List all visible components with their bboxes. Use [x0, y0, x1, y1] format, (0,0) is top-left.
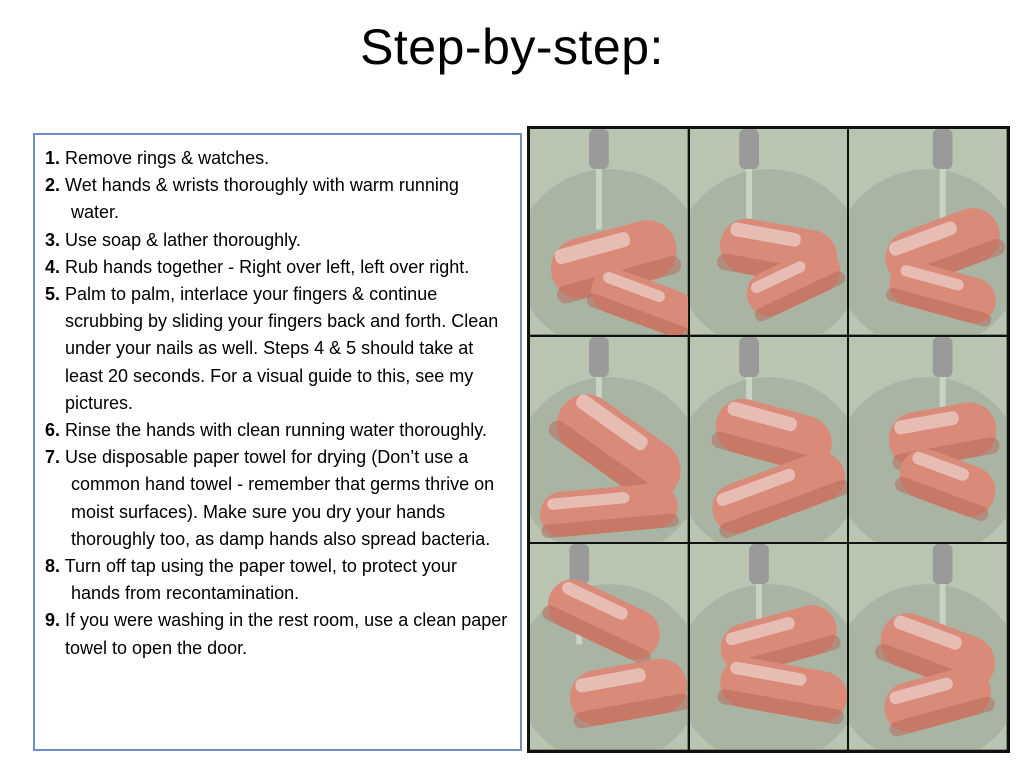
step-text: Rub hands together - Right over left, left over right.: [65, 256, 470, 277]
step-5: [45, 281, 510, 417]
handwashing-illustration: [849, 544, 1007, 750]
handwashing-illustration: [690, 544, 848, 750]
step-number: 9.: [45, 610, 61, 631]
step-number: 8.: [45, 556, 61, 577]
photo-9: [849, 544, 1007, 750]
handwashing-illustration: [849, 129, 1007, 335]
step-text: Use soap & lather thoroughly.: [65, 229, 301, 250]
handwashing-photo-grid: [527, 126, 1010, 753]
handwashing-illustration: [849, 337, 1007, 543]
step-number: 6.: [45, 420, 61, 441]
step-number: 5.: [45, 284, 61, 305]
step-3: [45, 227, 510, 254]
handwashing-illustration: [690, 129, 848, 335]
step-7: [45, 444, 510, 553]
slide-title: Step-by-step:: [360, 19, 664, 75]
handwashing-illustration: [530, 544, 688, 750]
step-9: [45, 607, 510, 661]
steps-list: [33, 133, 522, 751]
step-1: [45, 145, 510, 172]
step-2: [45, 172, 510, 226]
photo-2: [690, 129, 848, 335]
photo-7: [530, 544, 688, 750]
step-text: Rinse the hands with clean running water thoroughly.: [65, 420, 487, 441]
handwashing-illustration: [530, 337, 688, 543]
photo-4: [530, 337, 688, 543]
step-6: [45, 417, 510, 444]
photo-5: [690, 337, 848, 543]
photo-6: [849, 337, 1007, 543]
handwashing-illustration: [530, 129, 688, 335]
step-text: Use disposable paper towel for drying (Don’t use a common hand towel - remember that germs thrive on moist surfaces). Make sure you dry your hands thoroughly too, as damp hands also spread bacteria.: [65, 447, 495, 549]
step-number: 1.: [45, 148, 61, 168]
step-text: Palm to palm, interlace your fingers & continue scrubbing by sliding your fingers back and forth. Clean under your nails as well. Steps 4 & 5 should take at least 20 seconds. For a visual guide to this, see my pictures.: [65, 284, 499, 413]
step-8: [45, 553, 510, 607]
step-number: 2.: [45, 175, 61, 196]
photo-1: [530, 129, 688, 335]
step-number: 7.: [45, 447, 61, 468]
step-number: 3.: [45, 229, 61, 250]
step-text: Turn off tap using the paper towel, to protect your hands from recontamination.: [64, 556, 457, 604]
photo-3: [849, 129, 1007, 335]
step-number: 4.: [45, 256, 61, 277]
handwashing-illustration: [690, 337, 848, 543]
step-4: [45, 254, 510, 281]
step-text: If you were washing in the rest room, use a clean paper towel to open the door.: [65, 610, 508, 658]
step-text: Wet hands & wrists thoroughly with warm running water.: [65, 175, 459, 223]
step-text: Remove rings & watches.: [65, 148, 270, 168]
photo-8: [690, 544, 848, 750]
